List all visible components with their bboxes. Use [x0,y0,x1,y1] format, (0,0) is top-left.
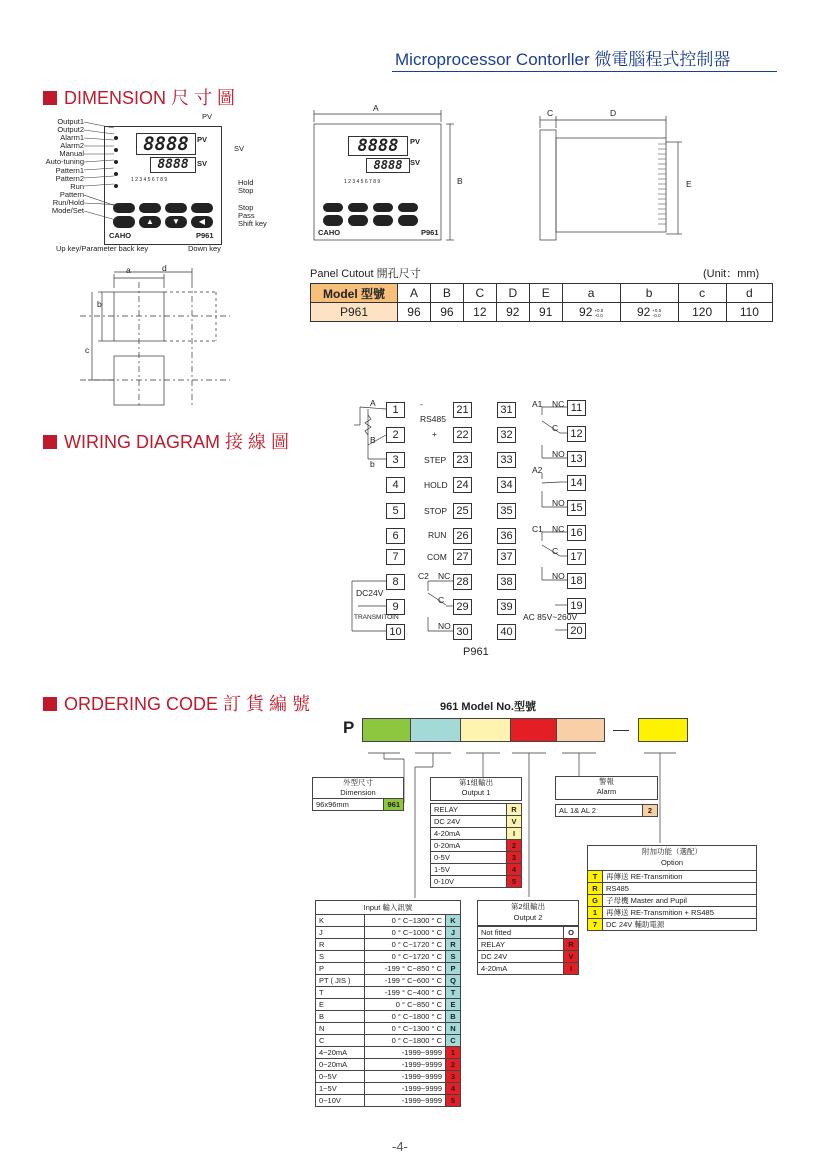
rs485-minus: - [420,399,423,409]
header-cell: c [678,284,726,303]
pv-tag: PV [197,135,208,144]
terminal-13: 13 [567,451,586,467]
no-label: NO [552,498,565,508]
output1-row: 1-5V 4 [431,864,522,876]
input-row: S 0 ° C~1720 ° C S [316,951,461,963]
value-cell: 96 [398,303,431,322]
input-row: J 0 ° C~1000 ° C J [316,927,461,939]
value-cell: 91 [529,303,562,322]
option-row: G 子母機 Master and Pupil [588,895,757,907]
terminal-21: 21 [453,402,472,418]
ac-power-label: AC 85V~260V [523,612,578,622]
front-panel-diagram [0,108,290,258]
stop-top-callout: Stop [238,186,254,195]
brand-logo: CAHO [109,231,132,240]
page-number: -4- [392,1139,408,1154]
com-label: COM [427,552,447,562]
rs485-label: RS485 [420,414,446,424]
output2-row: RELAY R [478,939,579,951]
dimension-caption: 外型尺寸 Dimension [312,777,404,799]
down-key-callout: Down key [188,244,221,253]
cutout-value-row [311,303,773,322]
section-marker [43,435,57,449]
terminal-5: 5 [386,503,405,519]
ordering-section-title: ORDERING CODE 訂 貨 編 號 [43,690,310,716]
cutout-title: Panel Cutout 開孔尺寸 [310,268,421,280]
sv-display: 8888 [150,157,196,173]
nc-label: NC [552,399,565,409]
cutout-a-label: a [126,265,131,275]
wiring-model: P961 [463,646,489,658]
rtd-b-label: B [370,435,376,445]
input-row: 4~20mA -1999~9999 1 [316,1047,461,1059]
output1-row: 0-5V 3 [431,852,522,864]
code-box-option [638,718,688,742]
terminal-16: 16 [567,525,586,541]
terminal-6: 6 [386,528,405,544]
input-row: R 0 ° C~1720 ° C R [316,939,461,951]
outline-key [323,203,343,212]
cutout-c-label: c [85,345,90,355]
terminal-36: 36 [497,528,516,544]
cutout-unit: (Unit：mm) [703,268,760,280]
terminal-37: 37 [497,549,516,565]
side-outline [530,100,690,245]
value-cell-a: 92 +0.5 -0.0 [562,303,620,322]
terminal-23: 23 [453,452,472,468]
step-key[interactable] [165,203,187,213]
outline-pv-tag: PV [410,137,421,146]
output2-row: Not fitted O [478,927,579,939]
cutout-d-label: d [162,263,167,273]
input-caption: Input 輸入訊號 [315,900,461,915]
value-cell: 12 [463,303,496,322]
dimension-row: 96x96mm 961 [313,799,404,811]
front-left-leaders [84,118,124,228]
terminal-32: 32 [497,427,516,443]
outline-pv-display: 8888 [348,136,408,156]
code-box-input [410,718,461,742]
outline-key [348,215,368,226]
outline-model: P961 [421,228,439,237]
input-row: 0~5V -1999~9999 3 [316,1071,461,1083]
terminal-33: 33 [497,452,516,468]
output2-table [477,926,579,975]
up-key-callout: Up key/Parameter back key [56,244,149,253]
terminal-26: 26 [453,528,472,544]
output2-row: DC 24V V [478,951,579,963]
output1-table [430,803,522,888]
section-marker [43,91,57,105]
outline-key [323,215,343,226]
option-row: T 再傳送 RE-Transmition [588,871,757,883]
code-prefix: P [343,718,355,737]
outline-sv-tag: SV [410,158,421,167]
step-label: STEP [424,455,447,465]
header-cell: D [496,284,529,303]
header-cell: A [398,284,431,303]
input-table [315,914,461,1107]
terminal-7: 7 [386,549,405,565]
c2-label: C2 [418,571,429,581]
terminal-29: 29 [453,599,472,615]
code-box-alarm [556,718,605,742]
input-row: T -199 ° C~400 ° C T [316,987,461,999]
header-cell: C [463,284,496,303]
pass-callout: Pass [238,211,255,220]
output1-row: 4-20mA I [431,828,522,840]
code-box-output1 [460,718,511,742]
terminal-28: 28 [453,574,472,590]
model-title: 961 Model No.型號 [440,701,536,713]
pattern-numbers: 1 2 3 4 5 6 7 8 9 [131,177,168,183]
pv-callout: PV [202,112,213,121]
cutout-header-row [311,284,773,303]
transmit-label: TRANSMITOIN [354,614,399,621]
pv-display: 8888 [136,133,196,155]
terminal-12: 12 [567,426,586,442]
terminal-4: 4 [386,477,405,493]
output1-row: 0-20mA 2 [431,840,522,852]
terminal-9: 9 [386,599,405,615]
nc-label: NC [552,524,565,534]
output1-row: RELAY R [431,804,522,816]
terminal-22: 22 [453,427,472,443]
value-cell: 92 [496,303,529,322]
terminal-3: 3 [386,452,405,468]
sv-callout: SV [234,144,245,153]
wiring-section-title: WIRING DIAGRAM 接 線 圖 [43,428,289,454]
hold-callout: Hold [238,178,254,187]
a2-label: A2 [532,465,543,475]
rtd-b2-label: b [370,459,375,469]
input-row: 1~5V -1999~9999 4 [316,1083,461,1095]
c-label: C [552,546,559,556]
header-cell: B [430,284,463,303]
input-row: PT ( JIS ) -199 ° C~600 ° C Q [316,975,461,987]
run-label: RUN [428,530,447,540]
output1-row: 0-10V 5 [431,876,522,888]
output2-caption: 第2組輸出 Output 2 [477,900,579,926]
wiring-lines [340,395,600,645]
dim-d-label: D [610,108,617,118]
terminal-30: 30 [453,624,472,640]
terminal-34: 34 [497,477,516,493]
front-left-labels: Output1 Output2 Alarm1 Alarm2 Manual Auto-tuning Pattern1 Pattern2 Run Pattern Run/Hold Mode/Set [45,117,84,216]
hold-label: HOLD [424,480,448,490]
alarm-row: AL 1& AL 2 2 [556,805,658,817]
terminal-38: 38 [497,574,516,590]
a1-label: A1 [532,399,543,409]
page-header-title: Microprocessor Contorller 微電腦程式控制器 [395,50,731,69]
outline-key [398,203,418,212]
outline-key [373,215,393,226]
outline-brand: CAHO [318,228,341,237]
terminal-1: 1 [386,402,405,418]
input-row: 0~10V -1999~9999 5 [316,1095,461,1107]
input-row: C 0 ° C~1800 ° C C [316,1035,461,1047]
input-row: E 0 ° C~850 ° C E [316,999,461,1011]
outline-key [348,203,368,212]
wiring-diagram [340,395,600,665]
terminal-25: 25 [453,503,472,519]
outline-key [398,215,418,226]
terminal-10: 10 [386,624,405,640]
input-row: N 0 ° C~1300 ° C N [316,1023,461,1035]
input-row: K 0 ° C~1300 ° C K [316,915,461,927]
header-cell: E [529,284,562,303]
no-label: NO [552,449,565,459]
panel-cutout-diagram [80,268,240,413]
value-cell: 120 [678,303,726,322]
header-rule [392,71,777,72]
terminal-14: 14 [567,475,586,491]
dimension-section-title: DIMENSION 尺 寸 圖 [43,84,235,110]
stop-key[interactable] [191,203,213,213]
section-marker [43,697,57,711]
value-cell-b: 92 +0.5 -0.0 [620,303,678,322]
header-cell: b [620,284,678,303]
terminal-19: 19 [567,598,586,614]
dim-b-label: B [457,176,463,186]
terminal-27: 27 [453,549,472,565]
shift-key[interactable]: ◀ [191,216,213,228]
code-box-output2 [510,718,557,742]
stop-label: STOP [424,506,447,516]
c-label: C [438,595,445,605]
rs485-plus: + [432,429,437,439]
terminal-40: 40 [497,624,516,640]
terminal-17: 17 [567,549,586,565]
dc24v-label: DC24V [356,588,384,598]
outline-pattern-numbers: 1 2 3 4 5 6 7 8 9 [344,179,381,185]
no-label: NO [552,571,565,581]
output1-caption: 第1組輸出 Output 1 [430,777,522,801]
outline-sv-display: 8888 [366,158,410,173]
input-row: P -199 ° C~850 ° C P [316,963,461,975]
sv-tag: SV [197,159,208,168]
nc-label: NC [438,571,451,581]
value-cell: 96 [430,303,463,322]
input-row: B 0 ° C~1800 ° C B [316,1011,461,1023]
c-label: C [552,423,559,433]
output1-row: DC 24V V [431,816,522,828]
terminal-2: 2 [386,427,405,443]
output2-row: 4-20mA I [478,963,579,975]
stop-callout: Stop [238,203,254,212]
cutout-b-label: b [97,299,102,309]
terminal-24: 24 [453,477,472,493]
code-box-dimension [362,718,411,742]
dim-a-label: A [373,103,379,113]
option-row: 1 再傳送 RE-Transmition + RS485 [588,907,757,919]
cutout-table [310,283,773,322]
option-row: 7 DC 24V 輔助電源 [588,919,757,931]
terminal-20: 20 [567,623,586,639]
terminal-18: 18 [567,573,586,589]
alarm-table [555,804,658,817]
terminal-35: 35 [497,503,516,519]
up-key[interactable]: ▲ [139,216,161,228]
terminal-11: 11 [567,400,586,416]
dimension-table [312,798,404,811]
shift-callout: Shift key [238,219,267,228]
alarm-caption: 警報 Alarm [555,776,658,800]
value-cell: 110 [726,303,772,322]
run-hold-key[interactable] [139,203,161,213]
outline-key [373,203,393,212]
input-row: 0~20mA -1999~9999 2 [316,1059,461,1071]
code-dash [613,730,629,731]
no-label: NO [438,621,451,631]
header-cell: d [726,284,772,303]
option-row: R RS485 [588,883,757,895]
model-header: Model 型號 [311,284,398,303]
c1-label: C1 [532,524,543,534]
option-caption: 附加功能（選配） Option [587,845,757,871]
dim-e-label: E [686,179,692,189]
header-cell: a [562,284,620,303]
option-table [587,870,757,931]
front-model: P961 [196,231,214,240]
terminal-39: 39 [497,599,516,615]
terminal-8: 8 [386,574,405,590]
terminal-15: 15 [567,500,586,516]
terminal-31: 31 [497,402,516,418]
dim-c-label: C [547,108,554,118]
rtd-a-label: A [370,398,376,408]
down-key[interactable]: ▼ [165,216,187,228]
dimension-views [300,100,780,250]
model-cell: P961 [311,303,398,322]
